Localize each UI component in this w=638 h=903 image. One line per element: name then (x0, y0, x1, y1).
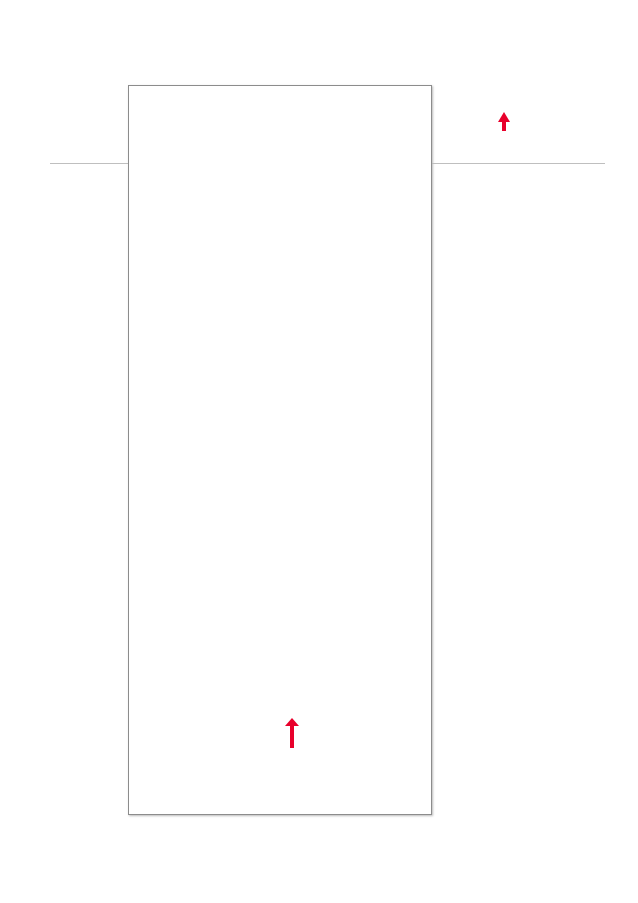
sales-profit-graphic (478, 84, 608, 159)
sales-logo (235, 718, 325, 788)
arrow-up-icon (498, 112, 510, 122)
profit-loss-risk-cubes (229, 408, 329, 488)
arrow-up-icon (285, 718, 299, 726)
promo-overlay (128, 85, 432, 815)
